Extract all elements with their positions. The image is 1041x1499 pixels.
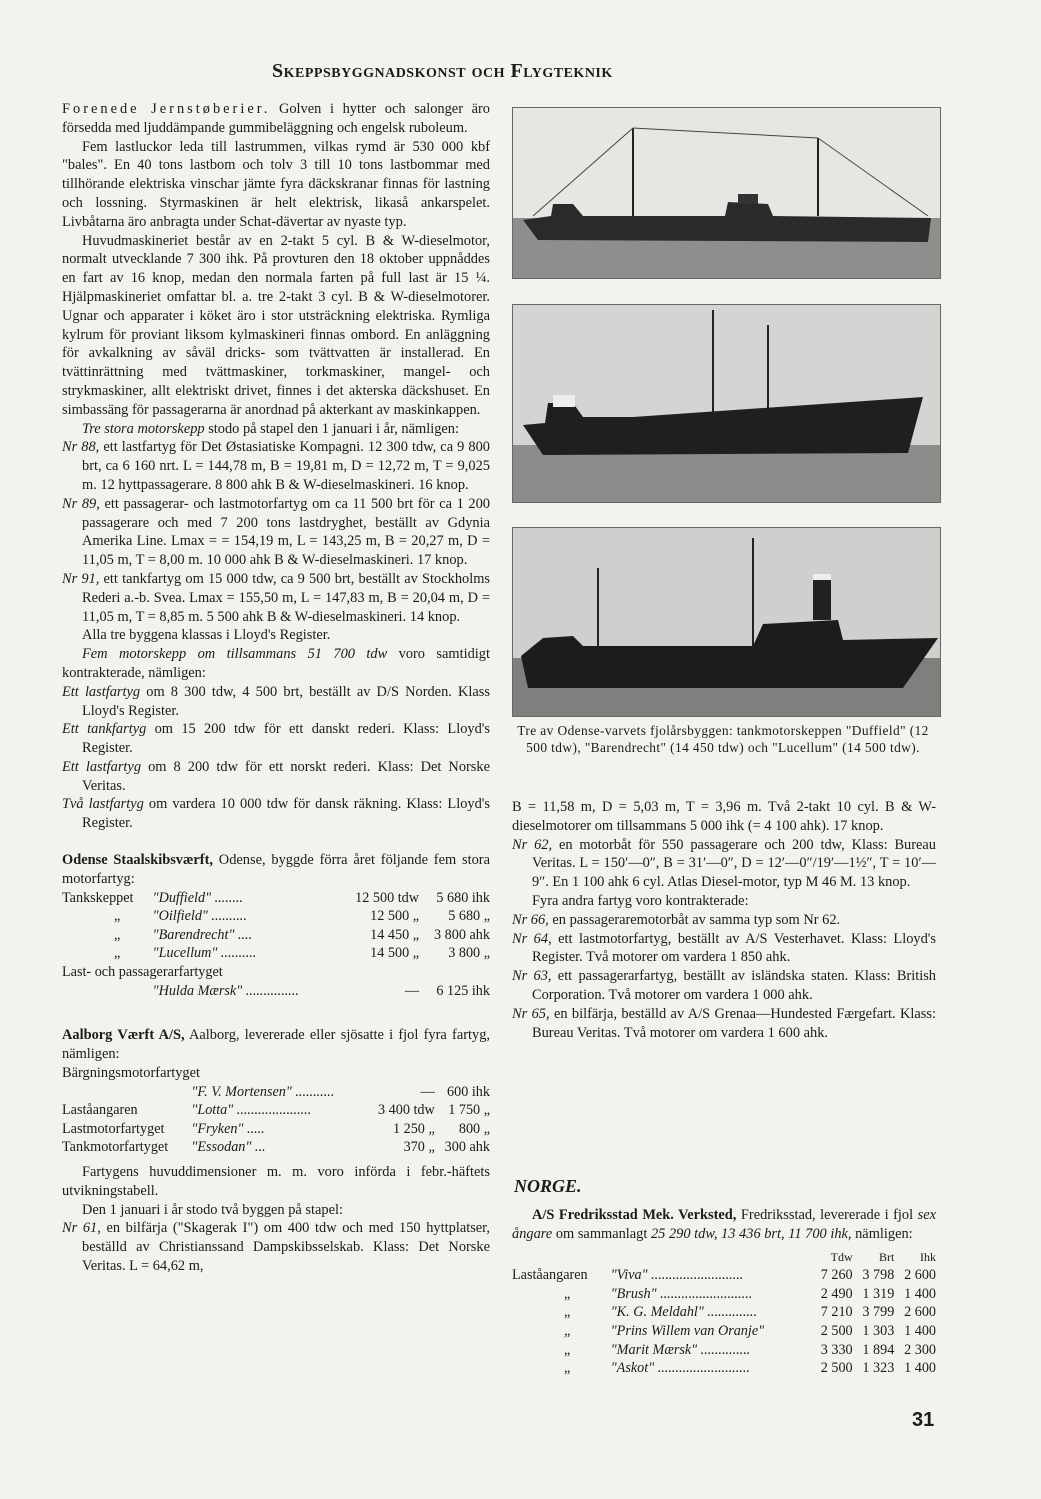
norge-heading: NORGE. [514,1176,582,1196]
row-ship-name: "Prins Willem van Oranje" [610,1322,765,1339]
other-contracts-paragraph: Fyra andra fartyg voro kontrakterade: [532,892,749,909]
continuation-paragraph: B = 11,58 m, D = 5,03 m, T = 3,96 m. Två 2-takt 10 cyl. B & W-dieselmotorer om tillsammans 5 000 ihk (= 4 100 ahk). 17 knop. [512,799,936,834]
row-ship-name: "Marit Mærsk" .............. [610,1341,751,1358]
nr89-paragraph: Nr 89, ett passagerar- och lastmotorfartyg om ca 11 500 brt för ca 1 200 passagerare och med 7 200 tons lastdryghet, beställt av Gdynia Amerika Line. Lmax = = 154,19 m, L = 143,25 m, B = 20,27 m, D = 11,05 m, T = 8,00 m. 10 000 ahk B & W-dieselmaskineri. 17 knop. [62,495,490,569]
ship-photo-barendrecht [512,304,941,503]
aalborg-table [62,1083,490,1157]
row-prefix: „ [564,1304,571,1321]
contract-4: Två lastfartyg om vardera 10 000 tdw för dansk räkning. Klass: Lloyd's Register. [62,796,490,832]
row-value: 2 600 [904,1304,936,1321]
nr66-paragraph: Nr 66, en passageraremotorbåt av samma typ som Nr 62. [512,911,841,928]
row-value: 2 490 [820,1285,853,1302]
row-value: 7 260 [820,1267,853,1284]
contract-1: Ett lastfartyg om 8 300 tdw, 4 500 brt, beställt av D/S Norden. Klass Lloyd's Register. [62,683,490,719]
row-prefix: Tankskeppet [62,889,134,906]
row-value-1: 3 400 tdw [378,1102,435,1119]
row-ship-name: "Lotta" ..................... [191,1102,312,1119]
table-row [512,1341,936,1360]
row-value: 2 300 [904,1341,936,1358]
fredriksstad-paragraph: A/S Fredriksstad Mek. Verksted, Fredriksstad, levererade i fjol sex ångare om sammanlagt 25 290 tdw, 13 436 brt, 11 700 ihk, nämligen: [512,1207,936,1242]
aalborg-heading: Aalborg Værft A/S, Aalborg, levererade eller sjösatte i fjol fyra fartyg, nämligen: [62,1027,490,1063]
col-tdw: Tdw [830,1249,853,1264]
row-value-2: 3 800 „ [448,945,490,962]
row-ship-name: "Lucellum" .......... [152,945,257,962]
row-value-2: 5 680 ihk [436,889,490,906]
row-ship-name: "Duffield" ........ [152,889,243,906]
row-value: 1 400 [904,1322,936,1339]
classification-paragraph: Alla tre byggena klassas i Lloyd's Register. [82,627,331,644]
row-value-2: 300 ahk [444,1139,490,1156]
on-stocks-paragraph: Tre stora motorskepp stodo på stapel den 1 januari i år, nämligen: [82,420,459,437]
col-brt: Brt [878,1249,895,1264]
row-prefix: Lastmotorfartyget [62,1120,165,1137]
table-row [62,1083,490,1102]
row-ship-name: "Brush" .......................... [610,1285,753,1302]
row-ship-name: "F. V. Mortensen" ........... [191,1083,335,1100]
row-ship-name: "Fryken" ..... [191,1120,265,1137]
row-value-1: 12 500 tdw [355,889,420,906]
page-number: 31 [912,1409,935,1431]
contract-3: Ett lastfartyg om 8 200 tdw för ett norskt rederi. Klass: Det Norske Veritas. [62,758,490,794]
row-prefix: „ [564,1285,571,1302]
table-row [62,1120,490,1139]
row-value: 1 400 [904,1285,936,1302]
row-label: Last- och passagerarfartyget [62,964,223,981]
row-value: 1 319 [862,1285,895,1302]
row-prefix: „ [114,926,121,943]
nr91-paragraph: Nr 91, ett tankfartyg om 15 000 tdw, ca 9 500 brt, beställt av Stockholms Rederi a.-b. Svea. Lmax = 155,50 m, L = 147,83 m, B = 20,04 m, D = 11,05 m, T = 8,85 m. 5 500 ahk B & W-dieselmaskineri. 14 knop. [62,570,490,625]
row-value-2: 3 800 ahk [434,926,490,943]
table-row [62,944,490,963]
contract-2: Ett tankfartyg om 15 200 tdw för ett danskt rederi. Klass: Lloyd's Register. [62,721,490,757]
col-ihk: Ihk [920,1249,936,1264]
nr62-paragraph: Nr 62, en motorbåt för 550 passagerare och 200 tdw, Klass: Bureau Veritas. L = 150′—0″, B = 31′—0″, D = 12′—0″/19′—1½″, T = 10′—9″. En 1 100 ahk 6 cyl. Atlas Diesel-motor, typ M 46 M. 13 knop. [512,836,936,891]
contracted-paragraph: Fem motorskepp om tillsammans 51 700 tdw voro samtidigt kontrakterade, nämligen: [62,646,490,681]
row-ship-name: "Essodan" ... [191,1139,266,1156]
row-value-2: 1 750 „ [448,1102,490,1119]
row-prefix: „ [564,1360,571,1377]
row-prefix: Tankmotorfartyget [62,1139,169,1156]
row-value: 1 303 [862,1322,895,1339]
odense-table [62,889,490,1001]
ship-photo-lucellum [512,527,941,717]
row-value: 2 500 [820,1360,853,1377]
row-value-1: — [404,982,420,999]
photo-caption: Tre av Odense-varvets fjolårsbyggen: tankmotorskeppen "Duffield" (12 500 tdw), "Barendrecht" (14 450 tdw) och "Lucellum" (14 500 tdw). [517,723,929,755]
row-value-1: 14 450 „ [370,926,420,943]
row-value: 7 210 [820,1304,853,1321]
row-prefix [62,982,153,1001]
row-value-1: 1 250 „ [392,1120,435,1137]
intro-paragraph: Forenede Jernstøberier. Golven i hytter och salonger äro försedda med ljuddämpande gummibeläggning och engelsk ruboleum. [62,101,490,136]
row-prefix: „ [564,1322,571,1339]
row-value-2: 5 680 „ [448,908,490,925]
table-row [512,1322,936,1341]
nr65-paragraph: Nr 65, en bilfärja, beställd av A/S Grenaa—Hundested Færgefart. Klass: Bureau Veritas. Två motorer om vardera 1 600 ahk. [512,1005,936,1041]
table-row [62,1101,490,1120]
row-value-2: 800 „ [458,1120,490,1137]
table-row [512,1266,936,1285]
row-value: 1 323 [862,1360,895,1377]
ship-photo-duffield [512,107,941,279]
row-value: 2 600 [904,1267,936,1284]
table-row [62,1138,490,1157]
fredriksstad-table [512,1248,936,1378]
nr63-paragraph: Nr 63, ett passagerarfartyg, beställt av isländska staten. Klass: British Corporation. Två motorer om vardera 1 000 ahk. [512,968,936,1003]
nr64-paragraph: Nr 64, ett lastmotorfartyg, beställt av A/S Vesterhavet. Klass: Lloyd's Register. Två motorer om vardera 1 850 ahk. [512,930,936,966]
row-ship-name: "Hulda Mærsk" ............... [152,982,299,999]
row-value-1: — [420,1083,435,1100]
norge-section [512,1206,936,1378]
row-prefix: Laståangaren [512,1267,588,1284]
row-value: 1 400 [904,1360,936,1377]
row-value: 3 798 [862,1267,895,1284]
table-row [62,889,490,908]
row-prefix: „ [564,1341,571,1358]
row-ship-name: "Oilfield" .......... [152,908,247,925]
table-row [62,963,490,982]
table-row [62,907,490,926]
table-row [62,926,490,945]
odense-heading: Odense Staalskibsværft, Odense, byggde förra året följande fem stora motorfartyg: [62,852,490,887]
cargo-paragraph: Fem lastluckor leda till lastrummen, vilkas rymd är 530 000 kbf "bales". En 40 tons lastbom och tolv 3 till 10 tons lastbommar med tillhörande elektriska vinschar jämte fyra däckskranar finnas för lastning och lossning. Styrmaskinen är helt elektrisk, likaså ankarspelet. Livbåtarna äro anbragta under Schat-dävertar av nyaste typ. [62,138,490,230]
row-value: 3 799 [862,1304,895,1321]
nr61-paragraph: Nr 61, en bilfärja ("Skagerak I") om 400 tdw och med 150 hyttplatser, beställd av Christianssand Dampskibsselskab. Klass: Det Norske Veritas. L = 64,62 m, [62,1220,490,1274]
row-prefix: „ [114,945,121,962]
row-ship-name: "Askot" .......................... [610,1360,750,1377]
table-row [62,982,490,1001]
row-prefix: „ [114,908,121,925]
row-value-2: 600 ihk [447,1083,490,1100]
row-value: 1 894 [862,1341,895,1358]
right-column [512,798,936,1042]
machinery-paragraph: Huvudmaskineriet består av en 2-takt 5 cyl. B & W-dieselmotor, normalt utvecklande 7 300 ihk. På provturen den 18 oktober uppnåddes en fart av 16 knop, medan den normala farten på full last är 15 ¼. Hjälpmaskineriet omfattar bl. a. tre 2-takt 3 cyl. B & W-dieselmotorer. Ugnar och apparater i köket äro i stor utsträckning elektriska. Rymliga kylrum för proviant liksom kylmaskineri finnas ombord. En anläggning för avkalkning av såväl dricks- som tvättvatten är installerad. En tvättinrättning med tvättmaskiner, torkmaskiner, mangel- och strykmaskiner, allt elektriskt drivet, finnes i det akterska däckshuset. En simbassäng för passagerarna är anordnad på akterkant av maskinkappen. [62,232,490,418]
row-value-1: 14 500 „ [370,945,420,962]
table-row [512,1303,936,1322]
row-ship-name: "Barendrecht" .... [152,926,253,943]
table-row [512,1285,936,1304]
nr88-paragraph: Nr 88, ett lastfartyg för Det Østasiatiske Kompagni. 12 300 tdw, ca 9 800 brt, ca 6 160 nrt. L = 144,78 m, B = 19,81 m, D = 12,72 m, T = 9,025 m. 12 hyttpassagerare. 8 800 ahk B & W-dieselmaskineri. 16 knop. [62,439,490,493]
row-prefix: Laståangaren [62,1102,138,1119]
dimensions-paragraph: Fartygens huvuddimensioner m. m. voro införda i febr.-häftets utvikningstabell. [62,1164,490,1199]
row-ship-name: "Viva" .......................... [610,1267,744,1284]
row-value-1: 12 500 „ [370,908,420,925]
table-row [512,1359,936,1378]
stapel-paragraph: Den 1 januari i år stodo två byggen på stapel: [82,1201,343,1218]
page-header: Skeppsbyggnadskonst och Flygteknik [272,60,613,82]
row-value-1: 370 „ [403,1139,435,1156]
row-value: 2 500 [820,1322,853,1339]
row-value: 3 330 [820,1341,853,1358]
row-ship-name: "K. G. Meldahl" .............. [610,1304,758,1321]
aalborg-label: Bärgningsmotorfartyget [62,1064,201,1081]
row-prefix [62,1083,191,1102]
row-value-2: 6 125 ihk [436,982,490,999]
left-column [62,100,490,1276]
